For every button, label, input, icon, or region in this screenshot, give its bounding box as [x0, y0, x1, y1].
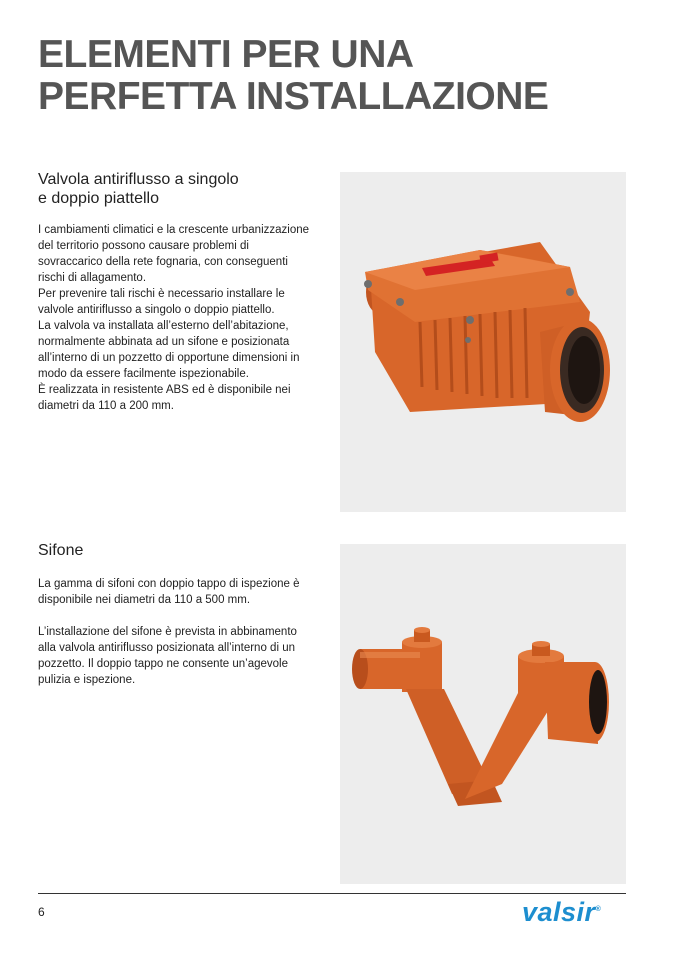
siphon-illustration	[340, 544, 626, 884]
paragraph-line: alla valvola antiriflusso posizionata all’interno di un	[38, 642, 295, 654]
paragraph-line: L’installazione del sifone è prevista in abbinamento	[38, 626, 297, 638]
paragraph-line: pulizia e ispezione.	[38, 674, 136, 686]
heading-line: e doppio piattello	[38, 190, 159, 207]
section-heading-valve	[38, 170, 328, 208]
paragraph-line: pozzetto. Il doppio tappo ne consente un’agevole	[38, 658, 288, 670]
antiflood-valve-illustration	[340, 172, 626, 512]
paragraph-line: Per prevenire tali rischi è necessario installare le	[38, 288, 285, 300]
paragraph-line: diametri da 110 a 200 mm.	[38, 400, 174, 412]
page-title-line-2: PERFETTA INSTALLAZIONE	[38, 75, 549, 118]
paragraph-line: valvole antiriflusso a singolo o doppio piattello.	[38, 304, 275, 316]
paragraph-line: sovraccarico della rete fognaria, con conseguenti	[38, 256, 288, 268]
page-number: 6	[38, 905, 45, 919]
paragraph-line: normalmente abbinata ad un sifone e posizionata	[38, 336, 290, 348]
paragraph-line: modo da essere facilmente ispezionabile.	[38, 368, 249, 380]
logo-text: valsir	[522, 897, 596, 927]
paragraph-line: La valvola va installata all’esterno dell’abitazione,	[38, 320, 289, 332]
valve-description	[38, 222, 338, 414]
page-title-line-1: ELEMENTI PER UNA	[38, 33, 414, 76]
siphon-product-image	[340, 544, 626, 884]
siphon-description	[38, 576, 338, 688]
heading-line: Valvola antiriflusso a singolo	[38, 171, 239, 188]
valsir-logo	[522, 897, 601, 928]
paragraph-line: rischi di allagamento.	[38, 272, 147, 284]
paragraph-line: La gamma di sifoni con doppio tappo di ispezione è	[38, 578, 300, 590]
footer-divider	[38, 893, 626, 894]
paragraph-line: del territorio possono causare problemi di	[38, 240, 249, 252]
paragraph-line: È realizzata in resistente ABS ed è disponibile nei	[38, 384, 291, 396]
paragraph-line: all’interno di un pozzetto di opportune dimensioni in	[38, 352, 300, 364]
page-title	[38, 34, 638, 118]
section-heading-siphon	[38, 541, 328, 560]
heading-line: Sifone	[38, 542, 84, 559]
paragraph-line: I cambiamenti climatici e la crescente urbanizzazione	[38, 224, 310, 236]
registered-mark: ®	[595, 906, 602, 913]
valve-product-image	[340, 172, 626, 512]
paragraph-line: disponibile nei diametri da 110 a 500 mm.	[38, 594, 251, 606]
